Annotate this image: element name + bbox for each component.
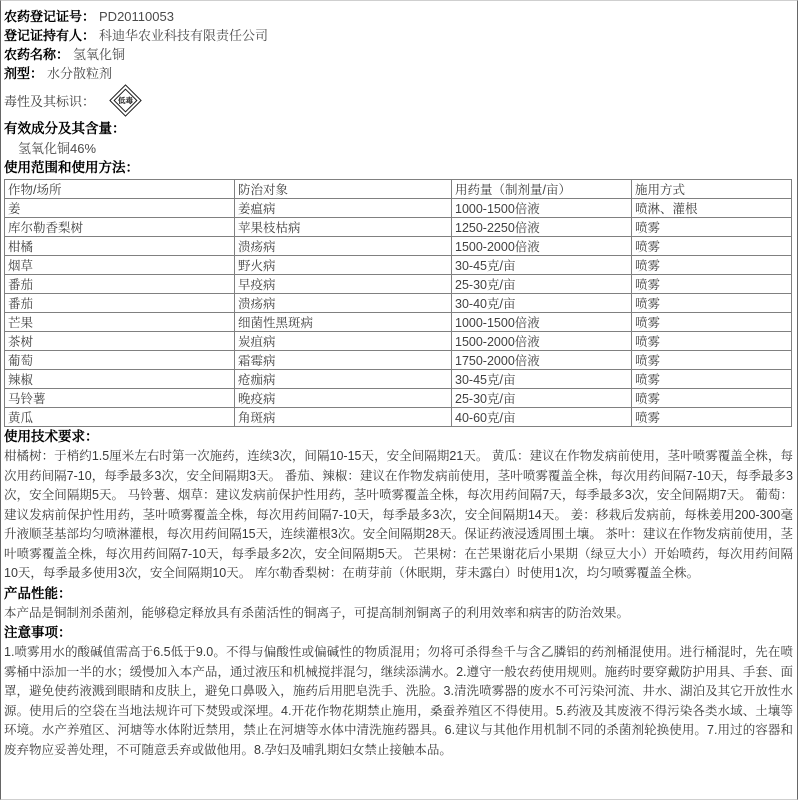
product-performance-body: 本产品是铜制剂杀菌剂，能够稳定释放具有杀菌活性的铜离子，可提高制剂铜离子的利用效率和病害的防治效果。 — [4, 605, 630, 620]
cell-dosage: 40-60克/亩 — [452, 408, 632, 427]
cell-crop: 烟草 — [5, 256, 235, 275]
field-formulation — [4, 64, 795, 83]
cell-disease: 细菌性黑斑病 — [235, 313, 452, 332]
cell-disease: 早疫病 — [235, 275, 452, 294]
table-row — [5, 313, 792, 332]
cell-method: 喷雾 — [632, 256, 792, 275]
active-ingredient-heading: 有效成分及其含量： — [4, 121, 126, 136]
cell-disease: 角斑病 — [235, 408, 452, 427]
cell-method: 喷雾 — [632, 275, 792, 294]
cell-disease: 野火病 — [235, 256, 452, 275]
header-dosage: 用药量（制剂量/亩） — [452, 180, 632, 199]
cell-method: 喷雾 — [632, 370, 792, 389]
usage-scope-heading: 使用范围和使用方法： — [4, 160, 139, 175]
active-ingredient-value: 氢氧化铜46% — [18, 141, 97, 156]
cell-method: 喷雾 — [632, 351, 792, 370]
cell-dosage: 1000-1500倍液 — [452, 199, 632, 218]
table-row — [5, 370, 792, 389]
precautions-heading: 注意事项： — [4, 625, 72, 640]
usage-table-header-row — [5, 180, 792, 199]
table-row — [5, 199, 792, 218]
table-row — [5, 408, 792, 427]
cell-dosage: 1500-2000倍液 — [452, 332, 632, 351]
certificate-holder-value: 科迪华农业科技有限责任公司 — [99, 28, 269, 43]
table-row — [5, 294, 792, 313]
cell-crop: 番茄 — [5, 294, 235, 313]
cell-dosage: 1000-1500倍液 — [452, 313, 632, 332]
cell-method: 喷雾 — [632, 294, 792, 313]
cell-method: 喷雾 — [632, 332, 792, 351]
header-crop: 作物/场所 — [5, 180, 235, 199]
cell-method: 喷雾 — [632, 389, 792, 408]
cell-dosage: 25-30克/亩 — [452, 275, 632, 294]
cell-crop: 番茄 — [5, 275, 235, 294]
cell-crop: 葡萄 — [5, 351, 235, 370]
cell-method: 喷雾 — [632, 313, 792, 332]
cell-method: 喷雾 — [632, 218, 792, 237]
table-row — [5, 256, 792, 275]
cell-disease: 炭疽病 — [235, 332, 452, 351]
certificate-holder-label: 登记证持有人： — [4, 28, 96, 43]
cell-crop: 辣椒 — [5, 370, 235, 389]
header-disease: 防治对象 — [235, 180, 452, 199]
cell-crop: 马铃薯 — [5, 389, 235, 408]
cell-disease: 溃疡病 — [235, 237, 452, 256]
field-registration-number — [4, 7, 795, 26]
table-row — [5, 237, 792, 256]
cell-dosage: 30-45克/亩 — [452, 370, 632, 389]
cell-disease: 晚疫病 — [235, 389, 452, 408]
cell-crop: 茶树 — [5, 332, 235, 351]
table-row — [5, 332, 792, 351]
pesticide-name-label: 农药名称： — [4, 47, 70, 62]
field-certificate-holder — [4, 26, 795, 45]
cell-method: 喷淋、灌根 — [632, 199, 792, 218]
precautions-body: 1.喷雾用水的酸碱值需高于6.5低于9.0。不得与偏酸性或偏碱性的物质混用；勿将可杀得叁千与含乙膦铝的药剂桶混使用。进行桶混时，先在喷雾桶中添加一半的水；缓慢加入本产品，通过液压和机械搅拌混匀，继续添满水。2.遵守一般农药使用规则。施药时要穿戴防护用具、手套、面罩，避免使药液溅到眼睛和皮肤上，避免口鼻吸入，施药后用肥皂洗手、洗脸。3.清洗喷雾器的废水不可污染河流、井水、湖泊及其它开放性水源。使用后的空袋在当地法规许可下焚毁或深埋。4.开花作物花期禁止施用，桑蚕养殖区不得使用。5.药液及其废液不得污染各类水域、土壤等环境。水产养殖区、河塘等水体附近禁用，禁止在河塘等水体中清洗施药器具。6.建议与其他作用机制不同的杀菌剂轮换使用。7.用过的容器和废弃物应妥善处理，不可随意丢弃或做他用。8.孕妇及哺乳期妇女禁止接触本品。 — [4, 645, 793, 757]
cell-disease: 姜瘟病 — [235, 199, 452, 218]
registration-number-value: PD20110053 — [99, 9, 174, 24]
usage-table — [4, 179, 792, 427]
toxicity-label: 毒性及其标识： — [4, 93, 96, 109]
tech-requirements-heading: 使用技术要求： — [4, 429, 99, 444]
cell-crop: 库尔勒香梨树 — [5, 218, 235, 237]
cell-disease: 溃疡病 — [235, 294, 452, 313]
cell-method: 喷雾 — [632, 408, 792, 427]
table-row — [5, 275, 792, 294]
cell-dosage: 1750-2000倍液 — [452, 351, 632, 370]
cell-dosage: 25-30克/亩 — [452, 389, 632, 408]
cell-dosage: 1500-2000倍液 — [452, 237, 632, 256]
diamond-inner-outline — [113, 88, 138, 113]
cell-crop: 柑橘 — [5, 237, 235, 256]
formulation-value: 水分散粒剂 — [47, 66, 113, 81]
field-pesticide-name — [4, 45, 795, 64]
product-performance-heading: 产品性能： — [4, 585, 72, 601]
pesticide-name-value: 氢氧化铜 — [73, 47, 126, 62]
low-toxicity-diamond-icon — [109, 84, 143, 118]
cell-disease: 苹果枝枯病 — [235, 218, 452, 237]
cell-crop: 姜 — [5, 199, 235, 218]
formulation-label: 剂型： — [4, 66, 44, 81]
cell-crop: 黄瓜 — [5, 408, 235, 427]
tech-requirements-body: 柑橘树：于梢约1.5厘米左右时第一次施药，连续3次，间隔10-15天，安全间隔期21天。 黄瓜：建议在作物发病前使用，茎叶喷雾覆盖全株，每次用药间隔7-10，每季最多3次，安全间隔期3天。 番茄、辣椒：建议在作物发病前使用，茎叶喷雾覆盖全株，每次用药间隔7-10天，每季最多3次，安全间隔期5天。 马铃薯、烟草：建议发病前保护性用药，茎叶喷雾覆盖全株，每次用药间隔7天，每季最多3次，安全间隔期7天。 葡萄：建议发病前保护性用药，茎叶喷雾覆盖全株，每次用药间隔7-10天，每季最多3次，安全间隔期14天。 姜：移栽后发病前，每株姜用200-300毫升液顺茎基部均匀喷淋灌根，每次用药间隔15天，连续灌根3次。安全间隔期28天。保证药液浸透周围土壤。 茶叶：建议在作物发病前使用，茎叶喷雾覆盖全株，每次用药间隔7-10天，每季最多2次，安全间隔期5天。 芒果树：在芒果谢花后小果期（绿豆大小）开始喷药，每次用药间隔10天，每季最多使用3次，安全间隔期10天。 库尔勒香梨树：在萌芽前（休眠期，芽未露白）时使用1次，均匀喷雾覆盖全株。 — [4, 449, 793, 580]
table-row — [5, 351, 792, 370]
diamond-outline — [109, 84, 142, 117]
cell-crop: 芒果 — [5, 313, 235, 332]
cell-disease: 霜霉病 — [235, 351, 452, 370]
registration-number-label: 农药登记证号： — [4, 9, 96, 24]
toxicity-badge-text: 低毒 — [118, 96, 134, 105]
table-row — [5, 389, 792, 408]
cell-dosage: 1250-2250倍液 — [452, 218, 632, 237]
header-method: 施用方式 — [632, 180, 792, 199]
field-toxicity — [4, 83, 795, 119]
cell-method: 喷雾 — [632, 237, 792, 256]
cell-dosage: 30-45克/亩 — [452, 256, 632, 275]
cell-disease: 疮痂病 — [235, 370, 452, 389]
cell-dosage: 30-40克/亩 — [452, 294, 632, 313]
table-row — [5, 218, 792, 237]
